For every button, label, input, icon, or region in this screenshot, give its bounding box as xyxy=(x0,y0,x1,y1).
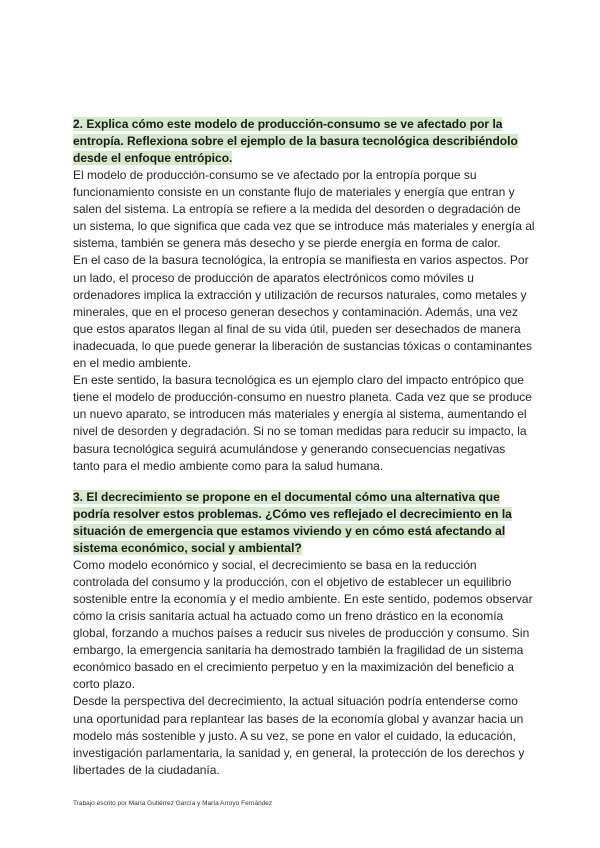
section-gap xyxy=(73,475,535,489)
document-body xyxy=(73,116,535,779)
question-heading: 2. Explica cómo este modelo de producción-consumo se ve afectado por la entropía. Reflexiona sobre el ejemplo de la basura tecnológica describiéndolo desde el enfoque entrópico. xyxy=(73,117,518,165)
paragraph: El modelo de producción-consumo se ve afectado por la entropía porque su funcionamiento consiste en un constante flujo de materiales y energía que entran y salen del sistema. La entropía se refiere a la medida del desorden o degradación de un sistema, lo que significa que cada vez que se introduce más materiales y energía al sistema, también se genera más desecho y se pierde energía en forma de calor. xyxy=(73,168,535,251)
paragraph: En este sentido, la basura tecnológica es un ejemplo claro del impacto entrópico que tiene el modelo de producción-consumo en nuestro planeta. Cada vez que se produce un nuevo aparato, se introducen más materiales y energía al sistema, aumentando el nivel de desorden y degradación. Si no se toman medidas para reducir su impacto, la basura tecnológica seguirá acumulándose y generando consecuencias negativas tanto para el medio ambiente como para la salud humana. xyxy=(73,373,532,473)
paragraph: En el caso de la basura tecnológica, la entropía se manifiesta en varios aspectos. Por un lado, el proceso de producción de aparatos electrónicos como móviles u ordenadores implica la extracción y utilización de recursos naturales, como metales y minerales, que en el proceso generan desechos y contaminación. Además, una vez que estos aparatos llegan al final de su vida útil, pueden ser desechados de manera inadecuada, lo que puede generar la liberación de sustancias tóxicas o contaminantes en el medio ambiente. xyxy=(73,253,532,371)
paragraph: Como modelo económico y social, el decrecimiento se basa en la reducción controlada del consumo y la producción, con el objetivo de establecer un equilibrio sostenible entre la economía y el medio ambiente. En este sentido, podemos observar cómo la crisis sanitaria actual ha actuado como un freno drástico en la economía global, forzando a muchos países a reducir sus niveles de producción y consumo. Sin embargo, la emergencia sanitaria ha demostrado también la fragilidad de un sistema económico basado en el crecimiento perpetuo y en la maximización del beneficio a corto plazo. xyxy=(73,557,533,692)
section-question-2 xyxy=(73,116,535,475)
section-question-3 xyxy=(73,489,535,779)
question-heading: 3. El decrecimiento se propone en el documental cómo una alternativa que podría resolver estos problemas. ¿Cómo ves reflejado el decrecimiento en la situación de emergencia que estamos viviendo y en cómo está afectando al sistema económico, social y ambiental? xyxy=(73,489,512,555)
footer-credit: Trabajo escrito por María Gutiérrez García y María Arroyo Fernández xyxy=(73,800,273,807)
paragraph: Desde la perspectiva del decrecimiento, la actual situación podría entenderse como una oportunidad para replantear las bases de la economía global y avanzar hacia un modelo más sostenible y justo. A su vez, se pone en valor el cuidado, la educación, investigación parlamentaria, la sanidad y, en general, la protección de los derechos y libertades de la ciudadanía. xyxy=(73,694,525,777)
